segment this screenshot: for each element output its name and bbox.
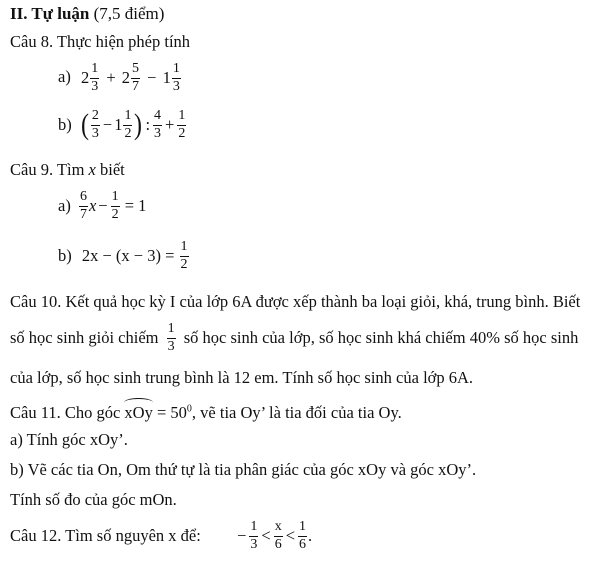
q9a-prefix: a) [58, 196, 71, 216]
q11-line-1 [10, 400, 402, 423]
q8b-fraction-1: $\frac{2}{3}$ [91, 107, 99, 141]
q9b-prefix: b) [58, 246, 72, 266]
q8a-fraction-1: $\frac{1}{3}$ [91, 61, 99, 94]
q9a-x: x [88, 196, 97, 216]
q11-equals: = 50 [156, 403, 187, 422]
q8a-mixed-1 [81, 62, 100, 94]
q8b-open-paren: ( [80, 108, 89, 141]
q9b-expression [58, 240, 190, 272]
q11-end: , vẽ tia Oy’ là tia đối của tia Oy. [191, 403, 402, 422]
q12-fraction-2: $\frac{x}{6}$ [274, 519, 282, 552]
section-heading [10, 4, 164, 24]
q11-part-c: Tính số đo của góc mOn. [10, 490, 177, 509]
q12-lt-1: < [261, 526, 271, 546]
q8b-op-2: + [165, 115, 175, 134]
q11-part-a: a) Tính góc xOy’. [10, 430, 128, 449]
q12-end: . [308, 526, 313, 546]
q8b-colon: : [145, 115, 151, 134]
q8a-whole-2: 2 [121, 68, 131, 88]
q11-angle: xOy [124, 400, 152, 423]
q11-start: Câu 11. Cho góc [10, 403, 121, 422]
q9a-fraction-2: $\frac{1}{2}$ [111, 189, 119, 222]
q10-fraction: $\frac{1}{3}$ [167, 321, 175, 354]
q10-line-2-start: số học sinh giỏi chiếm [10, 328, 159, 348]
q8a-prefix: a) [58, 66, 71, 86]
q12-fraction-3: $\frac{1}{6}$ [299, 519, 306, 552]
q8b-expression [58, 108, 187, 142]
section-title: II. Tự luận [10, 4, 90, 23]
q8a-whole-1: 2 [80, 68, 90, 88]
q11-part-b: b) Vẽ các tia On, Om thứ tự là tia phân giác của góc xOy và góc xOy’. [10, 460, 477, 479]
q8a-expression [58, 62, 182, 94]
q8a-mixed-2 [122, 62, 141, 94]
q9a-expression [58, 190, 146, 222]
q9a-fraction-1: $\frac{6}{7}$ [79, 189, 87, 222]
q9a-op: − [98, 196, 108, 216]
q12-line [10, 520, 312, 552]
q8b-close-paren: ) [134, 108, 143, 141]
q9-label [10, 160, 125, 180]
q8b-fraction-4: $\frac{1}{2}$ [178, 107, 186, 141]
q8a-whole-3: 1 [162, 68, 171, 88]
q9a-equals: = 1 [124, 196, 147, 216]
q8a-op-1: + [106, 68, 116, 88]
q12-label: Câu 12. Tìm số nguyên x để: [10, 526, 201, 546]
q8b-fraction-2: $\frac{1}{2}$ [124, 107, 132, 141]
q9-variable: x [88, 160, 96, 179]
q8b-op-1: − [102, 115, 113, 134]
q8b-fraction-3: $\frac{4}{3}$ [154, 107, 162, 141]
q8a-mixed-3 [163, 62, 182, 94]
q8b-whole-2: 1 [114, 115, 123, 134]
q8b-prefix: b) [58, 115, 72, 134]
q12-minus: − [237, 526, 247, 546]
q8-label: Câu 8. Thực hiện phép tính [10, 32, 191, 51]
q8a-fraction-3: $\frac{1}{3}$ [172, 61, 180, 94]
q10-line-3: của lớp, số học sinh trung bình là 12 em. Tính số học sinh của lớp 6A. [10, 368, 474, 387]
q8a-op-2: − [147, 68, 157, 88]
q10-line-1: Câu 10. Kết quả học kỳ I của lớp 6A được xếp thành ba loại giỏi, khá, trung bình. Biết [10, 292, 581, 311]
q9b-expr: 2x − (x − 3) = [81, 246, 175, 266]
q8a-fraction-2: $\frac{5}{7}$ [132, 61, 140, 94]
q11-degree: 0 [186, 403, 192, 415]
q12-fraction-1: $\frac{1}{3}$ [250, 519, 258, 552]
q12-lt-2: < [285, 526, 295, 546]
section-points: (7,5 điểm) [93, 4, 165, 23]
q10-line-2 [10, 322, 578, 354]
q10-line-2-end: số học sinh của lớp, số học sinh khá chiếm 40% số học sinh [183, 328, 579, 348]
q9-label-end: biết [99, 160, 125, 179]
q9-label-start: Câu 9. Tìm [10, 160, 85, 179]
q9b-fraction: $\frac{1}{2}$ [180, 239, 188, 272]
